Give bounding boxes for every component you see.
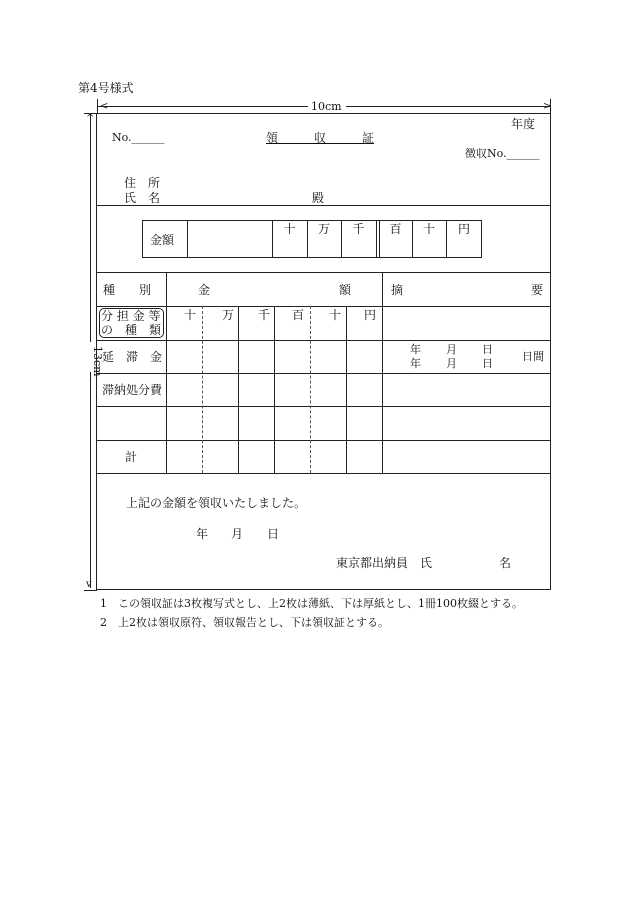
form-number-label: 第4号様式 bbox=[78, 81, 134, 95]
entai-year-1: 年 bbox=[410, 343, 421, 356]
height-dimension-label: 13cm bbox=[91, 346, 104, 377]
table-digit-en: 円 bbox=[363, 308, 376, 322]
table-digit-ju: 十 bbox=[328, 308, 341, 322]
table-digit-juman: 十 bbox=[183, 308, 196, 322]
width-dimension-label: 10cm bbox=[311, 100, 342, 113]
column-header-gaku: 額 bbox=[339, 283, 352, 297]
arrow-down-icon: v bbox=[86, 579, 92, 590]
entai-day-1: 日 bbox=[482, 343, 493, 356]
amount-digit-man: 万 bbox=[317, 222, 330, 236]
row-label-total: 計 bbox=[125, 450, 138, 464]
table-digit-sen: 千 bbox=[257, 308, 270, 322]
name-label: 氏 名 bbox=[124, 191, 161, 205]
row-label-entai: 延 滞 金 bbox=[102, 350, 163, 364]
receipt-number: No.______ bbox=[112, 131, 165, 144]
receipt-month: 月 bbox=[231, 527, 244, 541]
note-2: 2 上2枚は領収原符、領収報告とし、下は領収証とする。 bbox=[100, 616, 389, 629]
address-label: 住 所 bbox=[124, 176, 161, 190]
row-label-buntan-1: 分 担 金 等 bbox=[101, 309, 161, 323]
amount-digit-ju: 十 bbox=[422, 222, 435, 236]
amount-label: 金額 bbox=[150, 233, 175, 247]
officer-name-suffix: 名 bbox=[499, 556, 512, 570]
receipt-year: 年 bbox=[196, 527, 209, 541]
amount-digit-juman: 十 bbox=[283, 222, 296, 236]
table-digit-man: 万 bbox=[221, 308, 234, 322]
note-1: 1 この領収証は3枚複写式とし、上2枚は薄紙、下は厚紙とし、1冊100枚綴とする。 bbox=[100, 597, 523, 610]
entai-year-2: 年 bbox=[410, 357, 421, 370]
fiscal-year-label: 年度 bbox=[511, 117, 536, 131]
officer-label: 東京都出納員 氏 bbox=[336, 556, 433, 570]
receipt-title: 領 収 証 bbox=[266, 131, 375, 145]
receipt-statement: 上記の金額を領収いたしました。 bbox=[126, 496, 307, 510]
amount-digit-sen: 千 bbox=[352, 222, 365, 236]
column-header-yo: 要 bbox=[531, 283, 544, 297]
amount-digit-en: 円 bbox=[457, 222, 470, 236]
entai-month-1: 月 bbox=[446, 343, 457, 356]
entai-day-2: 日 bbox=[482, 357, 493, 370]
arrow-left-icon: < bbox=[100, 101, 109, 112]
receipt-day: 日 bbox=[267, 527, 280, 541]
entai-month-2: 月 bbox=[446, 357, 457, 370]
column-header-teki: 摘 bbox=[391, 283, 404, 297]
row-label-buntan-2: の 種 類 bbox=[101, 323, 162, 337]
column-header-kin: 金 bbox=[198, 283, 211, 297]
collection-number: 徴収No.______ bbox=[465, 147, 540, 160]
row-label-tainou: 滞納処分費 bbox=[102, 383, 163, 397]
table-digit-hyaku: 百 bbox=[291, 308, 304, 322]
arrow-up-icon: ^ bbox=[86, 113, 95, 124]
column-header-type: 種 別 bbox=[103, 283, 152, 297]
amount-digit-hyaku: 百 bbox=[389, 222, 402, 236]
arrow-right-icon: > bbox=[543, 101, 552, 112]
honorific-dono: 殿 bbox=[312, 191, 325, 205]
entai-days-label: 日間 bbox=[522, 350, 544, 363]
